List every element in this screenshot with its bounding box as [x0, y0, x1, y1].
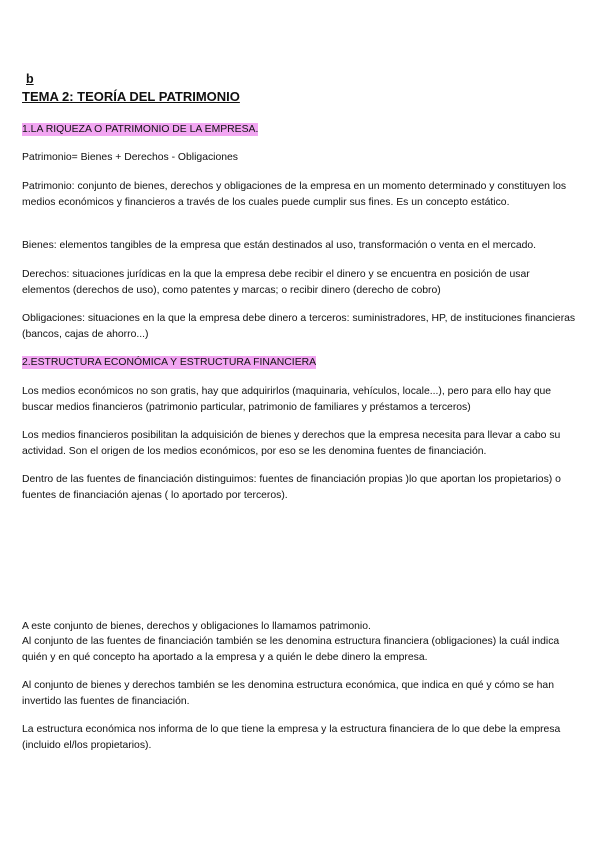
paragraph-conjunto-patrimonio: A este conjunto de bienes, derechos y obligaciones lo llamamos patrimonio.	[22, 621, 371, 632]
paragraph-bienes: Bienes: elementos tangibles de la empresa que están destinados al uso, transformación o venta en el mercado.	[22, 240, 537, 251]
section-2-heading	[22, 355, 578, 371]
page-title: TEMA 2: TEORÍA DEL PATRIMONIO	[22, 89, 240, 104]
paragraph-fuentes-financiacion: Dentro de las fuentes de financiación distinguimos: fuentes de financiación propias )lo que aportan los propietarios) o fuentes de financiación ajenas ( lo aportado por terceros).	[22, 474, 561, 501]
paragraph-obligaciones: Obligaciones: situaciones en la que la empresa debe dinero a terceros: suministradores, HP, de instituciones financieras (bancos, cajas de ahorro...)	[22, 313, 576, 340]
page-mark: b	[26, 72, 34, 86]
paragraph-derechos: Derechos: situaciones jurídicas en la que la empresa debe recibir el dinero y se encuentra en posición de usar elementos (derechos de uso), como patentes y marcas; o recibir dinero (derecho de cobro)	[22, 269, 530, 296]
paragraph-estructura-financiera: Al conjunto de las fuentes de financiación también se les denomina estructura financiera (obligaciones) la cuál indica quién y en qué concepto ha aportado a la empresa y a quién le debe dinero la empresa.	[22, 636, 560, 663]
section-1-heading	[22, 122, 578, 138]
paragraph-estructura-economica: Al conjunto de bienes y derechos también se les denomina estructura económica, que indica en qué y cómo se han invertido las fuentes de financiación.	[22, 680, 554, 707]
paragraph-patrimonio: Patrimonio: conjunto de bienes, derechos y obligaciones de la empresa en un momento determinado y constituyen los medios económicos y financieros a través de los cuales puede cumplir sus fines. Es un concepto estático.	[22, 181, 567, 208]
section-1-heading-text: 1.LA RIQUEZA O PATRIMONIO DE LA EMPRESA.	[22, 124, 259, 135]
section-2-heading-text: 2.ESTRUCTURA ECONÓMICA Y ESTRUCTURA FINANCIERA	[22, 357, 317, 368]
paragraph-informa: La estructura económica nos informa de lo que tiene la empresa y la estructura financiera de lo que debe la empresa (incluido el/los propietarios).	[22, 724, 561, 751]
patrimonio-formula: Patrimonio= Bienes + Derechos - Obligaciones	[22, 152, 239, 163]
paragraph-medios-economicos: Los medios económicos no son gratis, hay que adquirirlos (maquinaria, vehículos, locale...), pero para ello hay que buscar medios financieros (patrimonio particular, patrimonio de familiares y préstamos a terceros)	[22, 386, 552, 413]
paragraph-medios-financieros: Los medios financieros posibilitan la adquisición de bienes y derechos que la empresa necesita para llevar a cabo su actividad. Son el origen de los medios económicos, por eso se les denomina fuentes de financiación.	[22, 430, 561, 457]
